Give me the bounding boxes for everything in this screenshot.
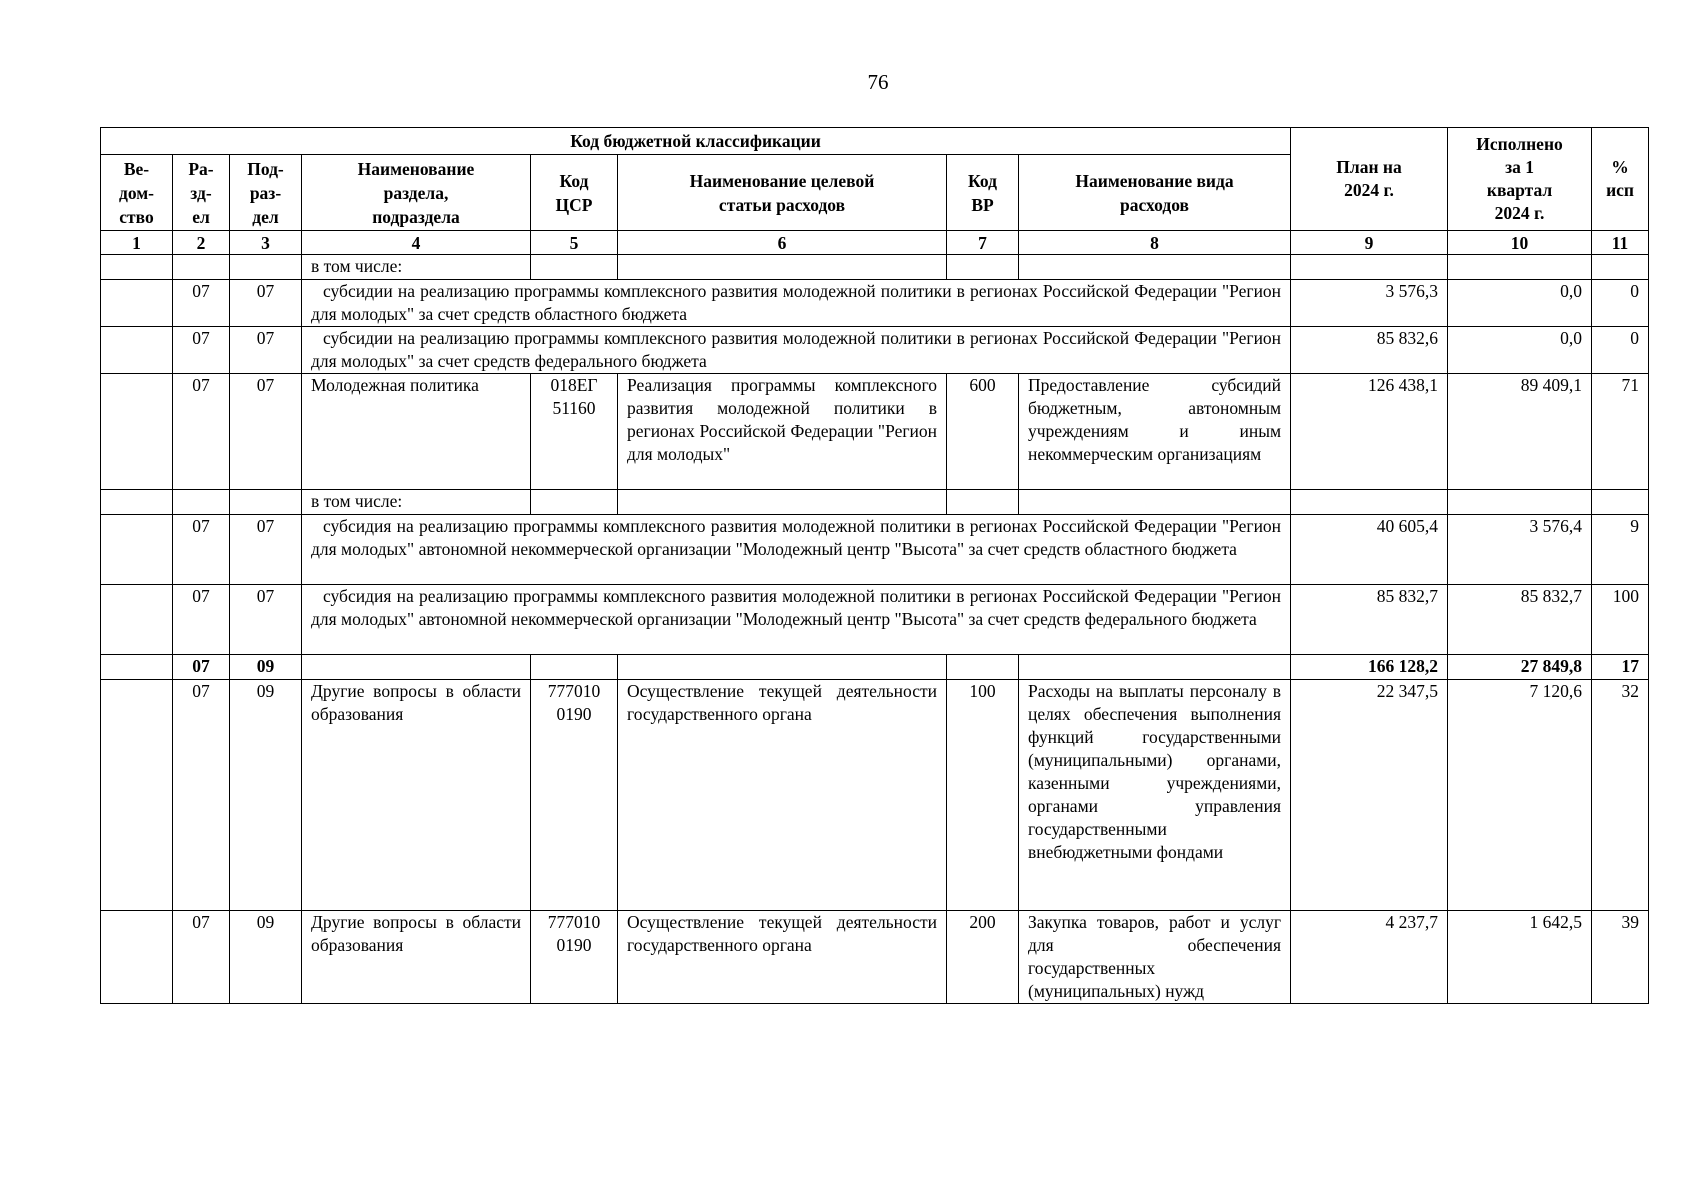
subsidy-description: субсидии на реализацию программы комплексного развития молодежной политики в регионах Российской Федерации "Регион для молодых" за счет средств федерального бюджета xyxy=(302,327,1291,374)
section-name: Молодежная политика xyxy=(302,374,531,490)
razdel-cell: 07 xyxy=(173,585,230,655)
column-number: 8 xyxy=(1019,231,1291,255)
table-row xyxy=(101,515,1649,585)
plan-value: 85 832,6 xyxy=(1291,327,1448,374)
razdel-cell: 07 xyxy=(173,374,230,490)
header-plan: План на 2024 г. xyxy=(1291,128,1448,231)
budget-table xyxy=(100,127,1649,1004)
table-row xyxy=(101,585,1649,655)
plan-value: 166 128,2 xyxy=(1291,655,1448,680)
expense-type-name: Предоставление субсидий бюджетным, автономным учреждениям и иным некоммерческим организациям xyxy=(1019,374,1291,490)
razdel-cell: 07 xyxy=(173,280,230,327)
target-article-name: Реализация программы комплексного развития молодежной политики в регионах Российской Федерации "Регион для молодых" xyxy=(618,374,947,490)
column-number: 6 xyxy=(618,231,947,255)
podrazdel-cell: 07 xyxy=(230,327,302,374)
table-row xyxy=(101,374,1649,490)
razdel-cell: 07 xyxy=(173,680,230,911)
table-row xyxy=(101,280,1649,327)
header-budget-code-group: Код бюджетной классификации xyxy=(101,128,1291,155)
plan-value: 22 347,5 xyxy=(1291,680,1448,911)
header-vedomstvo: Ве- дом- ство xyxy=(101,155,173,231)
executed-value: 0,0 xyxy=(1448,280,1592,327)
column-number: 7 xyxy=(947,231,1019,255)
header-csr-code: Код ЦСР xyxy=(531,155,618,231)
column-number: 2 xyxy=(173,231,230,255)
podrazdel-cell: 09 xyxy=(230,655,302,680)
header-row-group xyxy=(101,128,1649,155)
subsidy-description: субсидия на реализацию программы комплексного развития молодежной политики в регионах Российской Федерации "Регион для молодых" автономной некоммерческой организации "Молодежный центр "Высота" за счет средств федерального бюджета xyxy=(302,585,1291,655)
podrazdel-cell: 07 xyxy=(230,280,302,327)
razdel-cell: 07 xyxy=(173,327,230,374)
percent-value: 100 xyxy=(1592,585,1649,655)
target-article-name: Осуществление текущей деятельности государственного органа xyxy=(618,911,947,1004)
csr-code: 018ЕГ 51160 xyxy=(531,374,618,490)
including-label: в том числе: xyxy=(302,255,531,280)
plan-value: 4 237,7 xyxy=(1291,911,1448,1004)
plan-value: 126 438,1 xyxy=(1291,374,1448,490)
column-number: 5 xyxy=(531,231,618,255)
percent-value: 39 xyxy=(1592,911,1649,1004)
percent-value: 9 xyxy=(1592,515,1649,585)
executed-value: 0,0 xyxy=(1448,327,1592,374)
plan-value: 85 832,7 xyxy=(1291,585,1448,655)
executed-value: 1 642,5 xyxy=(1448,911,1592,1004)
table-row xyxy=(101,911,1649,1004)
executed-value: 89 409,1 xyxy=(1448,374,1592,490)
percent-value: 17 xyxy=(1592,655,1649,680)
column-number-row xyxy=(101,231,1649,255)
executed-value: 27 849,8 xyxy=(1448,655,1592,680)
section-name: Другие вопросы в области образования xyxy=(302,911,531,1004)
subsidy-description: субсидия на реализацию программы комплексного развития молодежной политики в регионах Российской Федерации "Регион для молодых" автономной некоммерческой организации "Молодежный центр "Высота" за счет средств областного бюджета xyxy=(302,515,1291,585)
column-number: 11 xyxy=(1592,231,1649,255)
podrazdel-cell: 09 xyxy=(230,911,302,1004)
column-number: 4 xyxy=(302,231,531,255)
subsidy-description: субсидии на реализацию программы комплексного развития молодежной политики в регионах Российской Федерации "Регион для молодых" за счет средств областного бюджета xyxy=(302,280,1291,327)
executed-value: 7 120,6 xyxy=(1448,680,1592,911)
header-razdel: Ра- зд- ел xyxy=(173,155,230,231)
subtotal-row xyxy=(101,655,1649,680)
target-article-name: Осуществление текущей деятельности государственного органа xyxy=(618,680,947,911)
razdel-cell: 07 xyxy=(173,911,230,1004)
razdel-cell: 07 xyxy=(173,515,230,585)
header-vr-code: Код ВР xyxy=(947,155,1019,231)
column-number: 9 xyxy=(1291,231,1448,255)
percent-value: 0 xyxy=(1592,280,1649,327)
header-target-article-name: Наименование целевой статьи расходов xyxy=(618,155,947,231)
table-row xyxy=(101,490,1649,515)
including-label: в том числе: xyxy=(302,490,531,515)
podrazdel-cell: 07 xyxy=(230,374,302,490)
vr-code: 600 xyxy=(947,374,1019,490)
csr-code: 777010 0190 xyxy=(531,911,618,1004)
header-section-name: Наименование раздела, подраздела xyxy=(302,155,531,231)
percent-value: 71 xyxy=(1592,374,1649,490)
section-name: Другие вопросы в области образования xyxy=(302,680,531,911)
expense-type-name: Закупка товаров, работ и услуг для обеспечения государственных (муниципальных) нужд xyxy=(1019,911,1291,1004)
percent-value: 32 xyxy=(1592,680,1649,911)
column-number: 1 xyxy=(101,231,173,255)
header-expense-type-name: Наименование вида расходов xyxy=(1019,155,1291,231)
header-podrazdel: Под- раз- дел xyxy=(230,155,302,231)
table-row xyxy=(101,255,1649,280)
plan-value: 40 605,4 xyxy=(1291,515,1448,585)
header-percent: % исп xyxy=(1592,128,1649,231)
podrazdel-cell: 09 xyxy=(230,680,302,911)
executed-value: 3 576,4 xyxy=(1448,515,1592,585)
header-executed: Исполнено за 1 квартал 2024 г. xyxy=(1448,128,1592,231)
percent-value: 0 xyxy=(1592,327,1649,374)
podrazdel-cell: 07 xyxy=(230,515,302,585)
column-number: 10 xyxy=(1448,231,1592,255)
plan-value: 3 576,3 xyxy=(1291,280,1448,327)
expense-type-name: Расходы на выплаты персоналу в целях обеспечения выполнения функций государственными (муниципальными) органами, казенными учреждениями, органами управления государственными внебюджетными фондами xyxy=(1019,680,1291,911)
page-number: 76 xyxy=(867,70,889,94)
razdel-cell: 07 xyxy=(173,655,230,680)
podrazdel-cell: 07 xyxy=(230,585,302,655)
table-row xyxy=(101,680,1649,911)
executed-value: 85 832,7 xyxy=(1448,585,1592,655)
csr-code: 777010 0190 xyxy=(531,680,618,911)
column-number: 3 xyxy=(230,231,302,255)
table-row xyxy=(101,327,1649,374)
vr-code: 200 xyxy=(947,911,1019,1004)
vr-code: 100 xyxy=(947,680,1019,911)
